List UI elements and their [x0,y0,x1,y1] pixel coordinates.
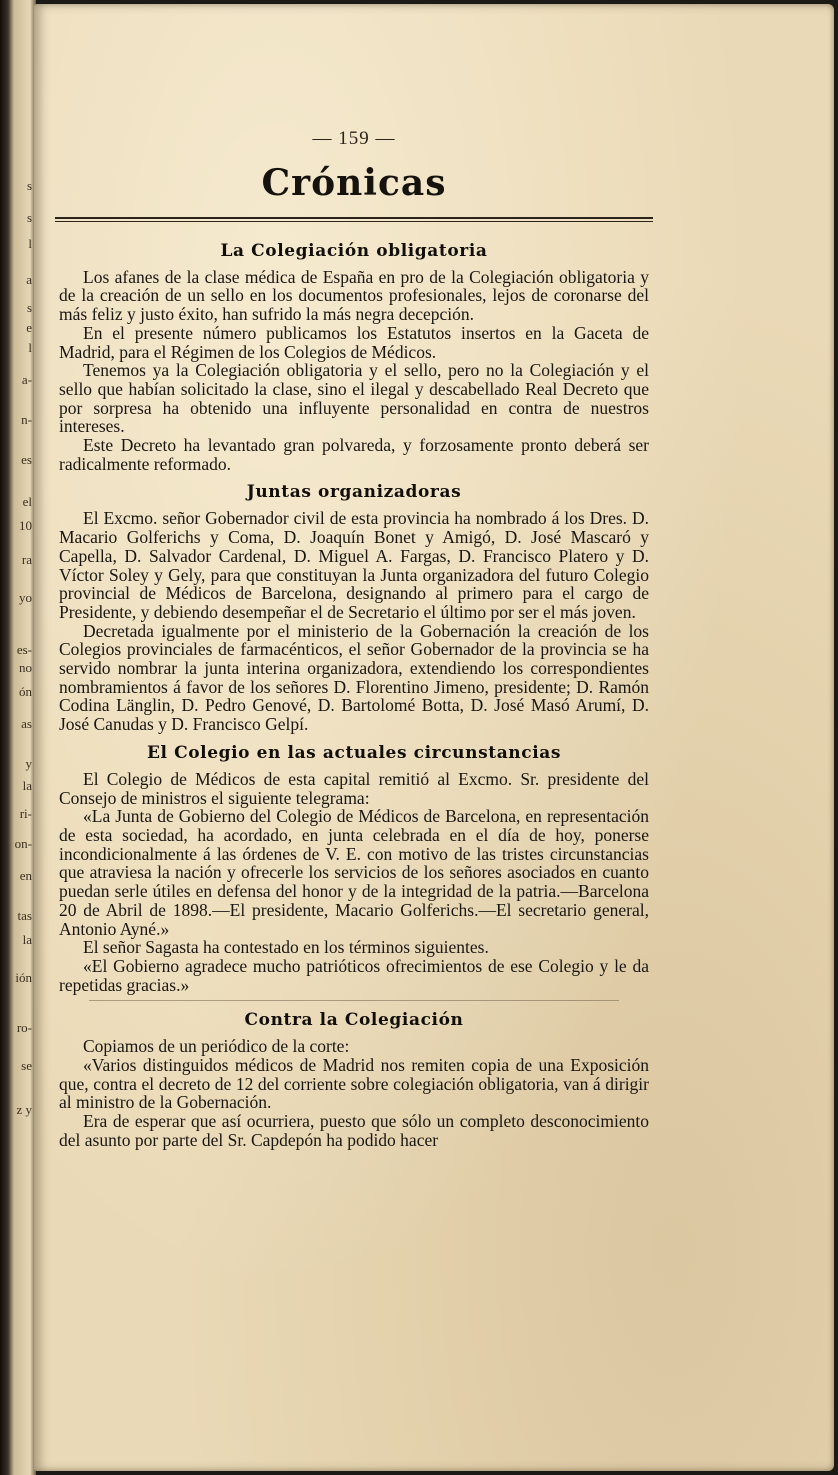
gutter-text-fragment: la [22,778,32,793]
gutter-text-fragment: yo [19,590,32,605]
section-contra-colegiacion [59,1009,649,1149]
gutter-text-fragment: y [25,756,32,771]
gutter-text-fragment: a [26,272,32,287]
paragraph: Los afanes de la clase médica de España en pro de la Colegiación obligatoria y de la creación de un sello en los documentos profesionales, lejos de coronarse del más feliz y justo éxito, han sufrido la más negra decepción. [59,266,649,325]
paragraph: Era de esperar que así ocurriera, puesto que sólo un completo desconocimiento del asunto por parte del Sr. Capdepón ha podido hacer [59,1111,649,1150]
paragraph: El señor Sagasta ha contestado en los términos siguientes. [83,937,489,958]
section-heading: Juntas organizadoras [246,482,462,503]
paragraph: «La Junta de Gobierno del Colegio de Médicos de Barcelona, en representación de esta sociedad, ha acordado, en junta celebrada en el día de hoy, ponerse incondicionalmente á las órdenes de V. E. con motivo de las tristes circunstancias que atraviesa la nación y ofrecerle los servicios de los señores asociados en cuanto puedan serle útiles en defensa del honor y de la integridad de la patria.—Barcelona 20 de Abril de 1898.—El presidente, Macario Golferichs.—El secretario general, Antonio Ayné.» [59,806,649,939]
paragraph: El Excmo. señor Gobernador civil de esta provincia ha nombrado á los Dres. D. Macario Golferichs y Coma, D. Joaquín Bonet y Amigó, D. José Mascaró y Capella, D. Salvador Cardenal, D. Miguel A. Fargas, D. Francisco Platero y D. Víctor Soley y Gely, para que constituyan la Junta organizadora del futuro Colegio provincial de Médicos de Barcelona, designando al primero para el cargo de Presidente, y debiendo desempeñar el de Secretario el último por ser el más joven. [59,508,649,622]
gutter-text-fragment: ro- [16,1020,32,1035]
gutter-text-fragment: z y [16,1102,32,1117]
gutter-text-fragment: en [19,868,32,883]
paragraph: El Colegio de Médicos de esta capital remitió al Excmo. Sr. presidente del Consejo de ministros el siguiente telegrama: [59,768,649,808]
previous-page-gutter [0,0,36,1475]
section-divider [89,1000,619,1001]
gutter-text-fragment: l [28,236,32,251]
gutter-text-fragment: tas [17,908,32,923]
gutter-text-fragment: s [26,178,32,193]
section-colegio-circunstancias [59,742,649,994]
gutter-text-fragment: a- [21,372,32,387]
gutter-text-fragment: ri- [19,806,32,821]
paragraph: Copiamos de un periódico de la corte: [83,1036,350,1057]
gutter-text-fragment: ón [19,684,32,699]
gutter-text-fragment: 10 [19,518,32,533]
section-juntas-organizadoras [59,481,649,733]
gutter-text-fragment: s [26,210,32,225]
gutter-text-fragment: es- [16,642,32,657]
gutter-text-fragment: ra [21,552,32,567]
section-title: Crónicas [261,161,447,204]
gutter-text-fragment: n- [21,412,32,427]
paragraph: Tenemos ya la Colegiación obligatoria y el sello, pero no la Colegiación y el sello que habían solicitado la clase, sino el ilegal y descabellado Real Decreto que por sorpresa ha obtenido una influyente personalidad en contra de nuestros intereses. [59,360,649,437]
gutter-text-fragment: ión [15,970,32,985]
paragraph: En el presente número publicamos los Estatutos insertos en la Gaceta de Madrid, para el Régimen de los Colegios de Médicos. [59,322,649,362]
gutter-text-fragment: l [28,340,32,355]
paragraph: Este Decreto ha levantado gran polvareda, y forzosamente pronto deberá ser radicalmente reformado. [59,435,649,474]
gutter-text-fragment: s [26,300,32,315]
gutter-text-fragment: el [22,494,32,509]
book-page [34,4,834,1471]
gutter-text-fragment: es [21,452,32,467]
section-heading: La Colegiación obligatoria [220,240,488,261]
section-heading: El Colegio en las actuales circunstancias [146,742,562,763]
previous-page-text-fragments [0,0,34,1475]
gutter-text-fragment: no [19,660,32,675]
title-rule [55,217,653,222]
page-number: — 159 — [312,128,396,149]
paragraph: «El Gobierno agradece mucho patrióticos ofrecimientos de ese Colegio y le da repetidas gracias.» [59,955,649,995]
gutter-text-fragment: on- [14,836,32,851]
section-heading: Contra la Colegiación [244,1010,464,1031]
section-colegiacion-obligatoria [59,240,649,474]
gutter-text-fragment: e [26,320,32,335]
gutter-text-fragment: se [21,1058,32,1073]
gutter-text-fragment: as [21,716,32,731]
paragraph: Decretada igualmente por el ministerio de la Gobernación la creación de los Colegios provinciales de farmacénticos, el señor Gobernador de la provincia se ha servido nombrar la junta interina organizadora, extendiendo los correspondientes nombramientos á favor de los señores D. Florentino Jimeno, presidente; D. Ramón Codina Länglin, D. Pedro Genové, D. Bartolomé Botta, D. José Masó Arumí, D. José Canudas y D. Francisco Gelpí. [59,620,649,735]
gutter-text-fragment: la [22,932,32,947]
paragraph: «Varios distinguidos médicos de Madrid nos remiten copia de una Exposición que, contra el decreto de 12 del corriente sobre colegiación obligatoria, van á dirigir al ministro de la Gobernación. [59,1055,649,1113]
page-content [59,124,649,1150]
